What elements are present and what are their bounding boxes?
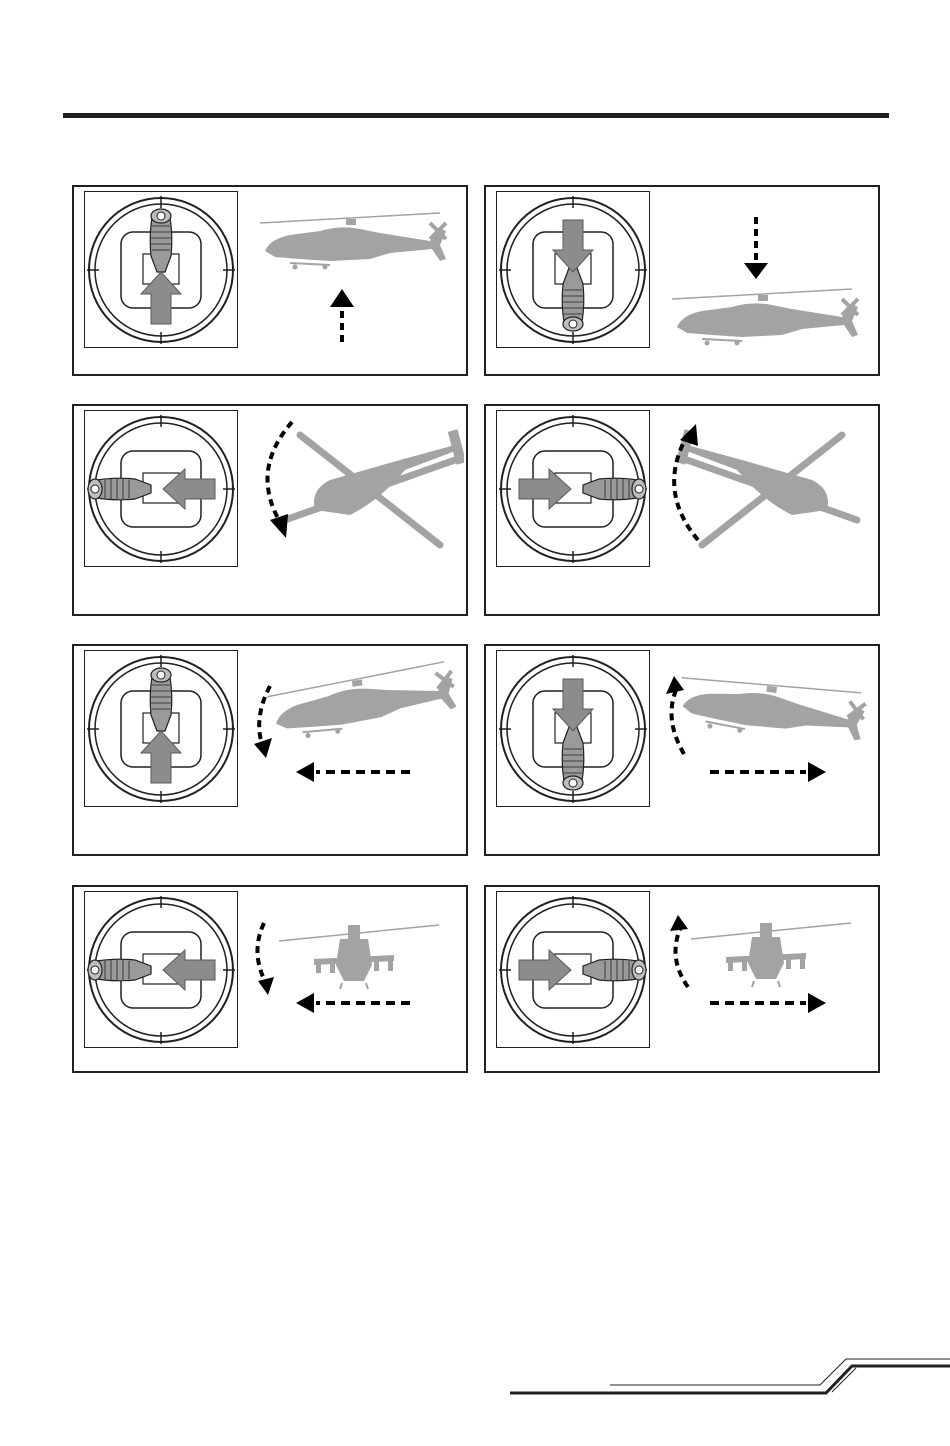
helicopter-scene <box>250 650 464 810</box>
panel-throttle-up <box>72 185 468 376</box>
panel-rudder-left <box>72 404 468 616</box>
stick-diagram <box>84 410 238 567</box>
panel-aileron-right <box>484 885 880 1073</box>
panel-elevator-back <box>484 644 880 856</box>
stick-diagram <box>496 191 650 348</box>
footer-decoration <box>0 1350 950 1410</box>
helicopter-scene <box>662 207 876 357</box>
header-rule <box>63 113 889 118</box>
stick-diagram <box>496 650 650 807</box>
stick-diagram <box>84 650 238 807</box>
helicopter-scene <box>662 410 876 570</box>
panel-rudder-right <box>484 404 880 616</box>
panel-throttle-down <box>484 185 880 376</box>
panel-elevator-forward <box>72 644 468 856</box>
helicopter-scene <box>250 207 464 357</box>
stick-diagram <box>496 891 650 1048</box>
stick-diagram <box>496 410 650 567</box>
helicopter-scene <box>662 650 876 810</box>
helicopter-scene <box>662 903 876 1053</box>
stick-diagram <box>84 191 238 348</box>
panel-aileron-left <box>72 885 468 1073</box>
helicopter-scene <box>250 410 464 570</box>
helicopter-scene <box>250 903 464 1053</box>
stick-diagram <box>84 891 238 1048</box>
